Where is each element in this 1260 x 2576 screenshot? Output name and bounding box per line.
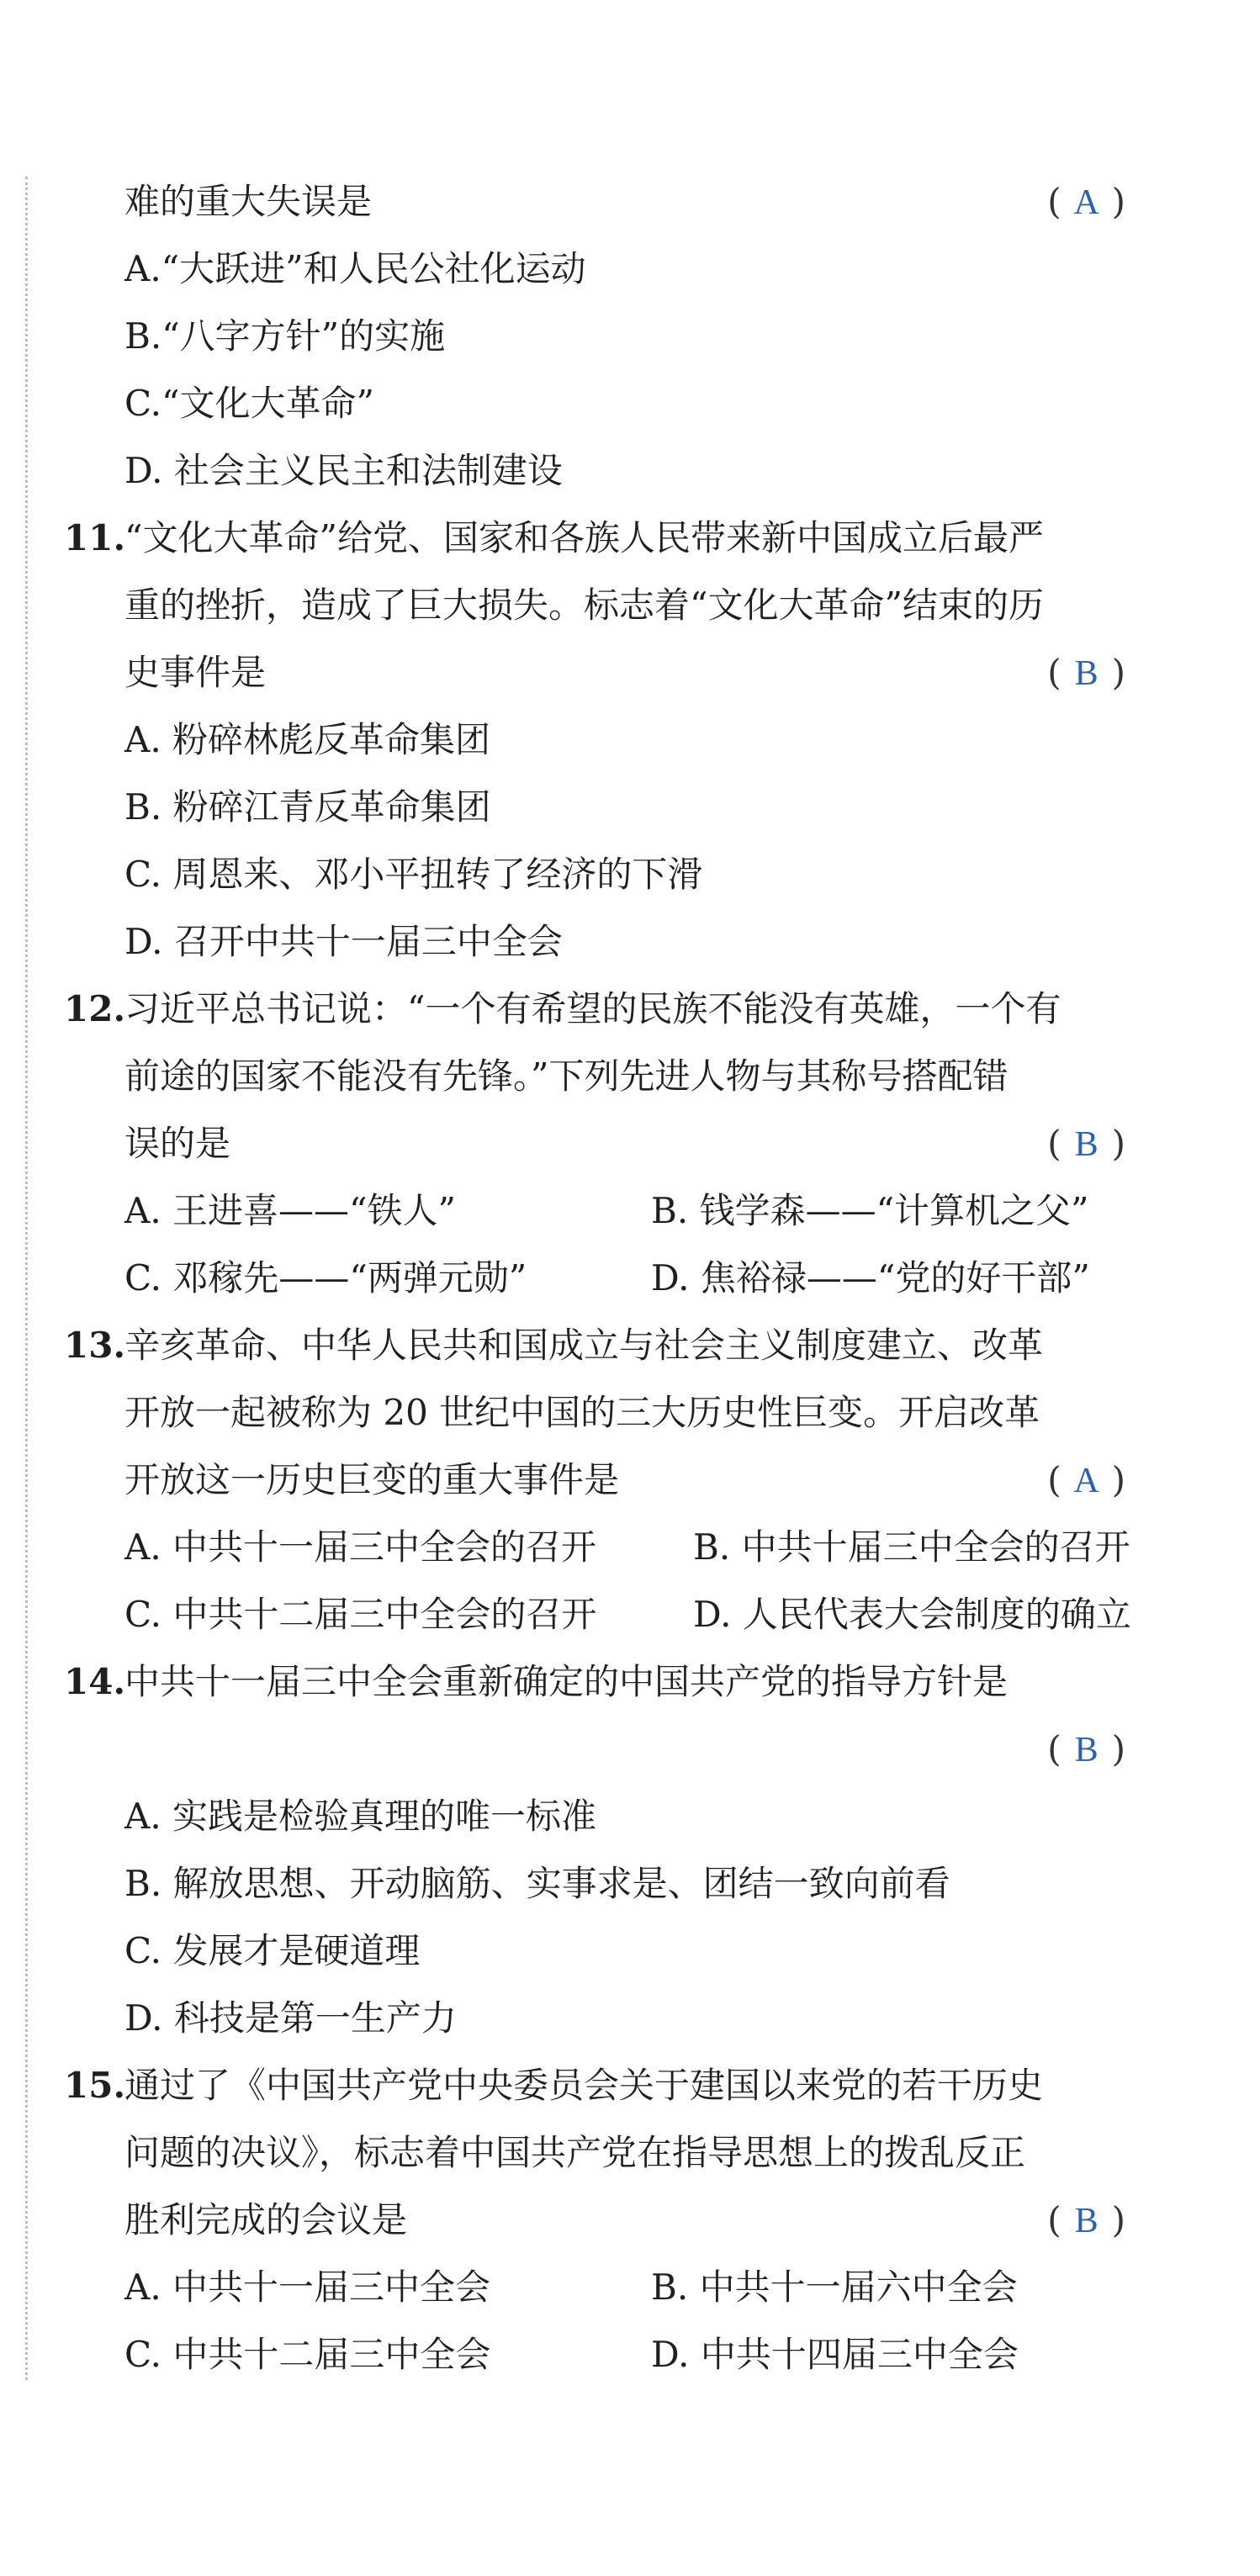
question-13-stem-line-3: 开放这一历史巨变的重大事件是 ( A ) [124, 1447, 1125, 1514]
answer-bracket: ( B ) [1047, 2187, 1125, 2255]
answer-bracket: ( B ) [1047, 1110, 1125, 1178]
option-a: A. 粉碎林彪反革命集团 [124, 719, 491, 760]
answer-bracket: ( B ) [1047, 639, 1125, 707]
option-row [124, 2321, 1125, 2388]
option-c: C. 发展才是硬道理 [124, 1930, 421, 1971]
option-row [124, 1245, 1125, 1312]
question-number: 11. [64, 517, 126, 558]
option-b: B. 解放思想、开动脑筋、实事求是、团结一致向前看 [124, 1863, 950, 1904]
question-14-answer-line [124, 1716, 1125, 1783]
question-15-stem-line-2: 问题的决议》，标志着中国共产党在指导思想上的拨乱反正 [124, 2132, 1026, 2173]
option-c: C. 中共十二届三中全会 [124, 2334, 491, 2375]
question-14-stem-line-1: 14. 中共十一届三中全会重新确定的中国共产党的指导方针是 [124, 1648, 1125, 1716]
option-c: C. 周恩来、邓小平扭转了经济的下滑 [124, 854, 703, 895]
option-row [124, 2254, 1125, 2321]
option-b: B. 粉碎江青反革命集团 [124, 786, 491, 828]
question-11-stem-line-3: 史事件是 ( B ) [124, 639, 1125, 706]
answer-bracket: ( A ) [1047, 168, 1125, 236]
question-number: 14. [64, 1661, 126, 1702]
question-11-stem-line-2: 重的挫折，造成了巨大损失。标志着“文化大革命”结束的历 [124, 584, 1044, 626]
option-a: A. 实践是检验真理的唯一标准 [124, 1796, 597, 1837]
option-c: C.“文化大革命” [124, 383, 374, 424]
answer-letter: B [1074, 2202, 1099, 2240]
option-d: D. 人民代表大会制度的确立 [693, 1594, 1131, 1635]
answer-letter: B [1074, 1731, 1099, 1769]
option-d: D. 焦裕禄——“党的好干部” [651, 1257, 1090, 1299]
question-number: 12. [64, 988, 126, 1029]
option-b: B. 中共十届三中全会的召开 [693, 1526, 1130, 1568]
answer-letter: A [1073, 1462, 1099, 1500]
question-11-stem-line-1: 11. “文化大革命”给党、国家和各族人民带来新中国成立后最严 [124, 505, 1125, 572]
answer-bracket: ( B ) [1047, 1716, 1125, 1784]
option-a: A. 中共十一届三中全会 [124, 2267, 491, 2308]
answer-letter: A [1073, 183, 1099, 222]
question-number: 15. [64, 2065, 126, 2106]
answer-bracket: ( A ) [1047, 1447, 1125, 1515]
option-c: C. 中共十二届三中全会的召开 [124, 1594, 597, 1635]
question-12-stem-line-1: 12. 习近平总书记说：“一个有希望的民族不能没有英雄，一个有 [124, 976, 1125, 1043]
option-row [124, 1581, 1131, 1648]
option-d: D. 科技是第一生产力 [124, 1997, 457, 2039]
option-b: B.“八字方针”的实施 [124, 315, 446, 357]
option-d: D. 中共十四届三中全会 [651, 2334, 1019, 2375]
answer-letter: B [1074, 654, 1099, 693]
option-a: A. 中共十一届三中全会的召开 [124, 1526, 597, 1568]
option-d: D. 社会主义民主和法制建设 [124, 450, 563, 491]
option-a: A. 王进喜——“铁人” [124, 1190, 456, 1231]
question-10-stem-line-1 [124, 168, 1125, 235]
stem-text: 难的重大失误是 [124, 181, 373, 222]
question-12-stem-line-3: 误的是 ( B ) [124, 1110, 1125, 1177]
option-d: D. 召开中共十一届三中全会 [124, 921, 563, 962]
question-13-stem-line-1: 13. 辛亥革命、中华人民共和国成立与社会主义制度建立、改革 [124, 1312, 1125, 1379]
answer-letter: B [1074, 1125, 1099, 1164]
option-a: A.“大跃进”和人民公社化运动 [124, 248, 586, 289]
option-c: C. 邓稼先——“两弹元勋” [124, 1257, 527, 1299]
option-row [124, 1177, 1125, 1245]
question-number: 13. [64, 1325, 126, 1366]
question-13-stem-line-2: 开放一起被称为 20 世纪中国的三大历史性巨变。开启改革 [124, 1392, 1040, 1433]
question-15-stem-line-1: 15. 通过了《中国共产党中央委员会关于建国以来党的若干历史 [124, 2052, 1125, 2119]
option-b: B. 中共十一届六中全会 [651, 2267, 1018, 2308]
question-15-stem-line-3: 胜利完成的会议是 ( B ) [124, 2187, 1125, 2254]
option-b: B. 钱学森——“计算机之父” [651, 1190, 1089, 1231]
question-12-stem-line-2: 前途的国家不能没有先锋。”下列先进人物与其称号搭配错 [124, 1055, 1009, 1097]
option-row [124, 1514, 1130, 1581]
